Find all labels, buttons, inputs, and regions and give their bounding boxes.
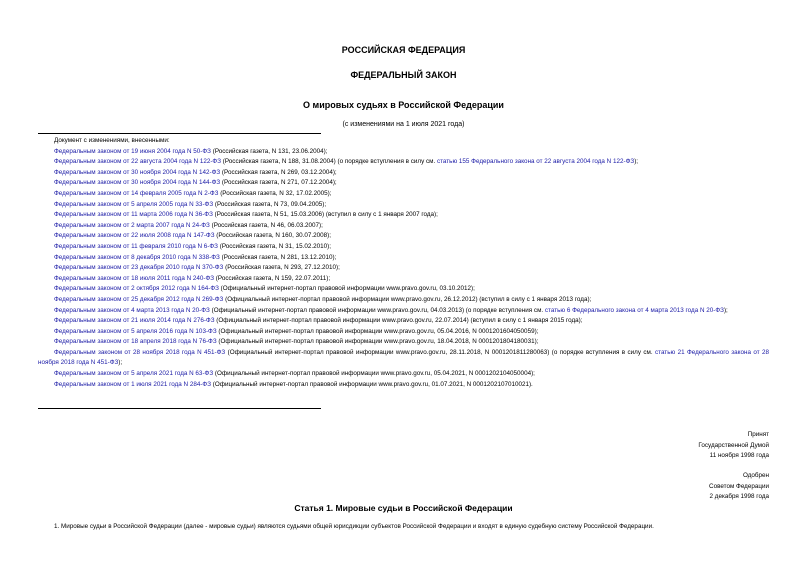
amendment-law-link[interactable]: Федеральным законом от 5 апреля 2021 года N 63-ФЗ [54, 370, 214, 378]
amendment-law-link[interactable]: Федеральным законом от 5 апреля 2016 года N 103-ФЗ [54, 327, 217, 335]
amendment-source-text: (Официальный интернет-портал правовой информации www.pravo.gov.ru, 04.03.2013) (о порядке вступления см. [209, 306, 545, 314]
amendment-item [38, 168, 769, 179]
amendment-closing-text: ); [723, 306, 728, 314]
effective-date-article-link[interactable]: статью 6 Федерального закона от 4 марта 2013 года N 20-ФЗ [544, 306, 724, 314]
amendment-law-link[interactable]: Федеральным законом от 2 марта 2007 года N 24-ФЗ [54, 221, 210, 229]
amendment-item [38, 253, 769, 264]
bottom-divider [38, 408, 321, 409]
amendment-closing-text: ); [634, 158, 639, 166]
amendment-item [38, 369, 769, 380]
adopted-line-1: Принят [747, 431, 769, 438]
amendment-source-text: (Официальный интернет-портал правовой информации www.pravo.gov.ru, 05.04.2021, N 0001202104050004); [213, 370, 535, 378]
amendment-item [38, 306, 769, 317]
top-divider [38, 133, 321, 134]
adopted-line-2: Государственной Думой [698, 441, 769, 449]
amendment-item [38, 189, 769, 200]
effective-date-article-link[interactable]: статью 155 Федерального закона от 22 августа 2004 года N 122-ФЗ [436, 158, 635, 166]
amendment-law-link[interactable]: Федеральным законом от 11 марта 2006 года N 36-ФЗ [54, 211, 213, 219]
amendment-law-link[interactable]: Федеральным законом от 28 ноября 2018 года N 451-ФЗ [54, 348, 226, 356]
amendment-item [38, 200, 769, 211]
amendment-source-text: (Российская газета, N 159, 22.07.2011); [214, 274, 331, 282]
amendment-law-link[interactable]: Федеральным законом от 30 ноября 2004 года N 142-ФЗ [54, 168, 221, 176]
amendment-source-text: (Российская газета, N 73, 09.04.2005); [213, 200, 327, 208]
article-paragraph-1: 1. Мировые судьи в Российской Федерации (далее - мировые судьи) являются судьями общей юрисдикции субъектов Российской Федерации и входят в единую судебную систему Российской Федерации. [54, 523, 654, 530]
amendment-item [38, 348, 769, 369]
amendment-law-link[interactable]: Федеральным законом от 25 декабря 2012 года N 269-ФЗ [54, 295, 224, 303]
amendment-source-text: (Российская газета, N 51, 15.03.2006) (вступил в силу с 1 января 2007 года); [212, 211, 438, 219]
amendment-source-text: (Российская газета, N 269, 03.12.2004); [220, 168, 337, 176]
amendment-item [38, 274, 769, 285]
amendment-source-text: (Российская газета, N 271, 07.12.2004); [220, 179, 337, 187]
amendment-item [38, 231, 769, 242]
amendment-law-link[interactable]: Федеральным законом от 8 декабря 2010 года N 338-ФЗ [54, 253, 220, 261]
amendment-source-text: (Российская газета, N 32, 17.02.2005); [218, 189, 332, 197]
amendment-law-link[interactable]: Федеральным законом от 4 марта 2013 года N 20-ФЗ [54, 306, 210, 314]
amendment-item [38, 263, 769, 274]
amendment-item [38, 327, 769, 338]
approved-block [709, 471, 769, 503]
amendment-item [38, 157, 769, 168]
country-heading: РОССИЙСКАЯ ФЕДЕРАЦИЯ [341, 45, 466, 55]
approved-line-2: Советом Федерации [709, 482, 769, 490]
amendment-source-text: (Официальный интернет-портал правовой информации www.pravo.gov.ru, 05.04.2016, N 0001201604050059); [216, 327, 539, 335]
amendment-law-link[interactable]: Федеральным законом от 19 июня 2004 года N 50-ФЗ [54, 147, 211, 155]
amendment-law-link[interactable]: Федеральным законом от 30 ноября 2004 года N 144-ФЗ [54, 179, 221, 187]
adopted-line-3: 11 ноября 1998 года [709, 452, 769, 460]
article-title: Статья 1. Мировые судьи в Российской Федерации [294, 503, 513, 513]
adopted-block [698, 430, 769, 462]
amendment-item [38, 221, 769, 232]
amendment-source-text: (Официальный интернет-портал правовой информации www.pravo.gov.ru, 18.04.2018, N 0001201804180031); [216, 338, 539, 346]
amendment-law-link[interactable]: Федеральным законом от 22 июля 2008 года N 147-ФЗ [54, 232, 215, 240]
amendment-item [38, 242, 769, 253]
effective-date-article-link[interactable]: статью 21 Федерального закона от 28 ноября 2018 года N 451-ФЗ [38, 348, 769, 367]
amendment-item [38, 295, 769, 306]
amendment-source-text: (Российская газета, N 281, 13.12.2010); [219, 253, 337, 261]
amendment-source-text: (Российская газета, N 293, 27.12.2010); [223, 264, 340, 272]
amendment-source-text: (Официальный интернет-портал правовой информации www.pravo.gov.ru, 03.10.2012); [218, 285, 475, 293]
amendment-source-text: (Официальный интернет-портал правовой информации www.pravo.gov.ru, 28.11.2018, N 0001201811280063) (о порядке вступления в силу см. [225, 348, 655, 356]
amendment-source-text: (Официальный интернет-портал правовой информации www.pravo.gov.ru, 26.12.2012) (вступил в силу с 1 января 2013 года); [223, 295, 592, 303]
law-title: О мировых судьях в Российской Федерации [303, 100, 504, 110]
edition-note: (с изменениями на 1 июля 2021 года) [342, 121, 465, 128]
amendment-law-link[interactable]: Федеральным законом от 22 августа 2004 года N 122-ФЗ [54, 158, 222, 166]
approved-line-1: Одобрен [742, 472, 769, 479]
amendment-item [38, 316, 769, 327]
amendment-item [38, 284, 769, 295]
amendment-source-text: (Российская газета, N 131, 23.06.2004); [210, 147, 328, 155]
law-type-heading: ФЕДЕРАЛЬНЫЙ ЗАКОН [350, 70, 457, 80]
amendment-item [38, 337, 769, 348]
amendment-law-link[interactable]: Федеральным законом от 14 февраля 2005 года N 2-ФЗ [54, 189, 219, 197]
approved-line-3: 2 декабря 1998 года [709, 493, 769, 501]
amendment-law-link[interactable]: Федеральным законом от 11 февраля 2010 года N 6-ФЗ [54, 242, 218, 250]
amendment-source-text: (Официальный интернет-портал правовой информации www.pravo.gov.ru, 01.07.2021, N 0001202107010021). [211, 380, 533, 388]
amendment-closing-text: ); [118, 359, 123, 367]
amendment-law-link[interactable]: Федеральным законом от 21 июля 2014 года N 276-ФЗ [54, 317, 215, 325]
amendment-source-text: (Российская газета, N 31, 15.02.2010); [217, 242, 331, 250]
amendment-law-link[interactable]: Федеральным законом от 18 июля 2011 года N 240-ФЗ [54, 274, 215, 282]
amendment-item [38, 380, 769, 391]
amendment-law-link[interactable]: Федеральным законом от 5 апреля 2005 года N 33-ФЗ [54, 200, 214, 208]
amendment-law-link[interactable]: Федеральным законом от 18 апреля 2018 года N 76-ФЗ [54, 338, 217, 346]
amendment-source-text: (Российская газета, N 188, 31.08.2004) (о порядке вступления в силу см. [221, 158, 437, 166]
amendment-item [38, 210, 769, 221]
amendment-item [38, 147, 769, 158]
amendment-source-text: (Официальный интернет-портал правовой информации www.pravo.gov.ru, 22.07.2014) (вступил в силу с 1 января 2015 года); [214, 317, 583, 325]
changes-intro: Документ с изменениями, внесенными: [54, 137, 170, 144]
amendment-law-link[interactable]: Федеральным законом от 1 июля 2021 года N 284-ФЗ [54, 380, 212, 388]
amendment-law-link[interactable]: Федеральным законом от 2 октября 2012 года N 164-ФЗ [54, 285, 219, 293]
amendment-law-link[interactable]: Федеральным законом от 23 декабря 2010 года N 370-ФЗ [54, 264, 224, 272]
amendment-item [38, 178, 769, 189]
amendment-source-text: (Российская газета, N 160, 30.07.2008); [214, 232, 332, 240]
changes-list [38, 136, 769, 390]
amendment-source-text: (Российская газета, N 46, 06.03.2007); [209, 221, 323, 229]
